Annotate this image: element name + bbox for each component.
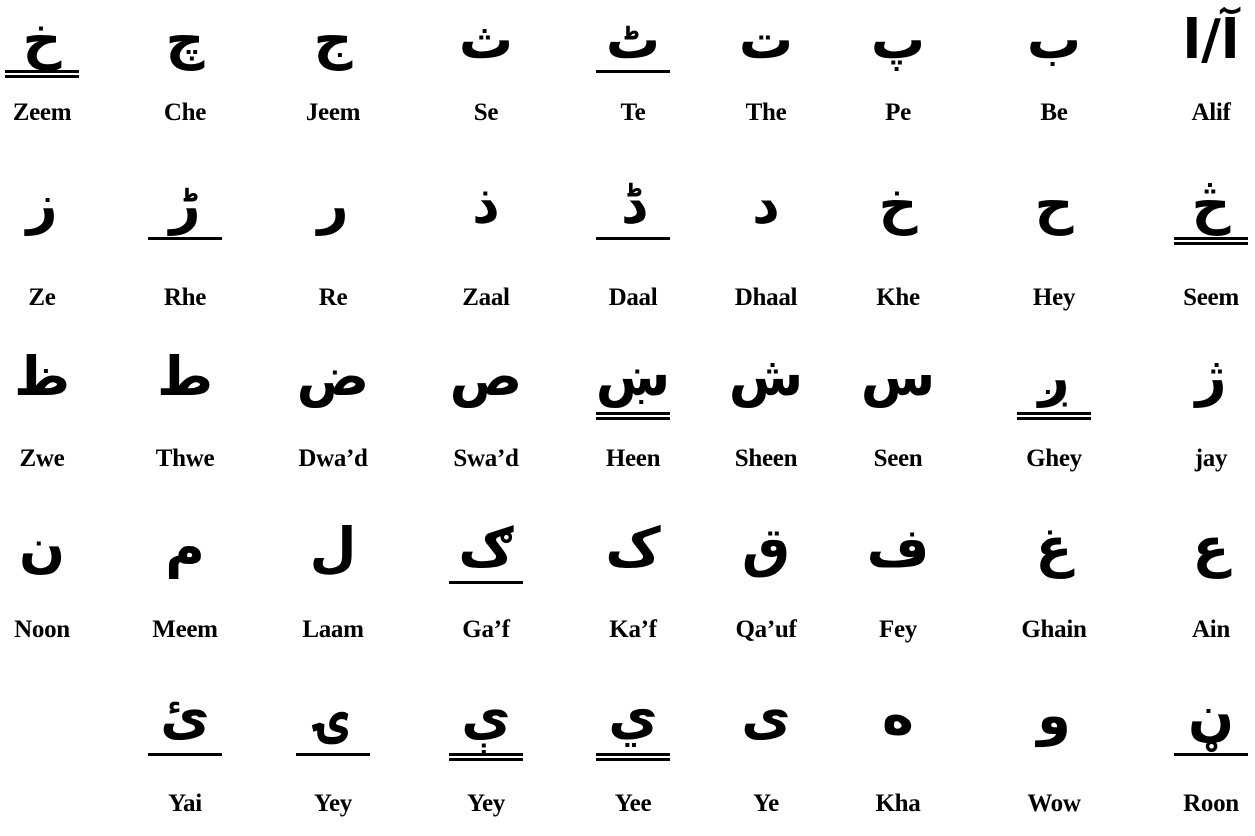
single-underline (296, 753, 370, 756)
double-underline (1017, 412, 1091, 420)
letter-cell (268, 508, 398, 668)
letter-glyph: غ (1035, 516, 1073, 579)
letter-glyph: ف (866, 516, 930, 579)
double-underline (596, 753, 670, 761)
letter-glyph: ح (1034, 173, 1074, 236)
letter-name: Zeem (12, 99, 72, 126)
letter-cell (833, 0, 963, 160)
letter-glyph: ڼ (1187, 684, 1235, 747)
single-underline (596, 237, 670, 240)
letter-name: Thwe (155, 445, 215, 472)
letter-name: Dwa’d (298, 445, 368, 472)
letter-name: jay (1194, 445, 1228, 472)
letter-cell (1146, 165, 1255, 325)
double-underline (596, 412, 670, 420)
letter-name: Swa’d (453, 445, 519, 472)
letter-name: Re (318, 284, 348, 311)
letter-glyph: ه (882, 684, 914, 747)
letter-glyph: ع (1192, 516, 1230, 579)
letter-cell (989, 337, 1119, 497)
letter-glyph: ئ (160, 684, 210, 747)
letter-cell (1146, 676, 1255, 836)
letter-cell (120, 165, 250, 325)
letter-name: Seen (873, 445, 923, 472)
letter-glyph: ڑ (169, 173, 201, 236)
letter-glyph: پ (870, 8, 926, 71)
letter-glyph: ش (728, 345, 804, 408)
letter-glyph: چ (165, 8, 205, 71)
letter-name: Ghain (1021, 616, 1087, 643)
single-underline (1174, 753, 1248, 756)
letter-name: Zaal (462, 284, 510, 311)
letter-glyph: ج (313, 8, 353, 71)
letter-cell (568, 676, 698, 836)
letter-name: Yey (314, 790, 352, 817)
letter-name: Dhaal (734, 284, 798, 311)
letter-cell (0, 0, 107, 160)
letter-cell (268, 0, 398, 160)
single-underline (148, 753, 222, 756)
letter-glyph: ب (1026, 8, 1082, 71)
letter-name: Jeem (305, 99, 361, 126)
letter-cell (268, 337, 398, 497)
letter-name: Wow (1027, 790, 1081, 817)
single-underline (148, 237, 222, 240)
letter-cell (833, 676, 963, 836)
letter-name: Seem (1183, 284, 1239, 311)
letter-glyph: خ (22, 8, 62, 71)
letter-name: Meem (152, 616, 218, 643)
letter-glyph: ک (605, 516, 661, 579)
letter-cell (701, 165, 831, 325)
letter-cell (989, 0, 1119, 160)
letter-cell (989, 676, 1119, 836)
letter-name: Se (473, 99, 499, 126)
letter-glyph: ث (458, 8, 514, 71)
letter-glyph: د (752, 173, 780, 236)
letter-cell (1146, 0, 1255, 160)
letter-name: Ghey (1026, 445, 1082, 472)
letter-name: Qa’uf (735, 616, 797, 643)
letter-glyph: آ/ا (1182, 8, 1240, 71)
letter-glyph: ٹ (605, 8, 661, 71)
letter-cell (268, 165, 398, 325)
letter-name: The (745, 99, 787, 126)
letter-cell (701, 0, 831, 160)
letter-glyph: ګ (458, 516, 514, 579)
letter-name: Roon (1183, 790, 1239, 817)
letter-name: Zwe (19, 445, 65, 472)
letter-name: Laam (302, 616, 364, 643)
letter-cell (568, 165, 698, 325)
letter-cell (833, 508, 963, 668)
letter-cell (568, 0, 698, 160)
letter-glyph: ښ (595, 345, 671, 408)
letter-name: Daal (608, 284, 658, 311)
letter-glyph: ط (156, 345, 214, 408)
letter-cell (701, 337, 831, 497)
letter-cell (421, 0, 551, 160)
letter-name: Fey (879, 616, 917, 643)
letter-name: Kha (875, 790, 921, 817)
letter-cell (989, 508, 1119, 668)
single-underline (449, 581, 523, 584)
letter-name: Ain (1191, 616, 1230, 643)
letter-cell (421, 676, 551, 836)
letter-cell (568, 337, 698, 497)
letter-glyph: ږ (1038, 345, 1070, 408)
single-underline (596, 70, 670, 73)
letter-cell (421, 337, 551, 497)
letter-name: Te (620, 99, 646, 126)
letter-glyph: ل (309, 516, 357, 579)
letter-name: Yee (614, 790, 652, 817)
letter-cell (833, 337, 963, 497)
letter-name: Hey (1032, 284, 1076, 311)
letter-glyph: م (165, 516, 205, 579)
letter-cell (120, 676, 250, 836)
letter-cell (1146, 337, 1255, 497)
letter-glyph: ت (738, 8, 794, 71)
letter-cell (833, 165, 963, 325)
letter-glyph: ن (18, 516, 66, 579)
letter-glyph: ظ (13, 345, 71, 408)
letter-glyph: ز (26, 173, 58, 236)
letter-name: Yey (467, 790, 505, 817)
letter-cell (701, 508, 831, 668)
letter-glyph: ر (317, 173, 349, 236)
letter-name: Be (1040, 99, 1068, 126)
letter-cell (421, 508, 551, 668)
letter-glyph: ص (449, 345, 523, 408)
letter-glyph: خ (878, 173, 918, 236)
letter-cell (1146, 508, 1255, 668)
letter-glyph: ی (741, 684, 791, 747)
letter-glyph: س (860, 345, 936, 408)
letter-glyph: ژ (1195, 345, 1227, 408)
letter-name: Che (163, 99, 207, 126)
letter-name: Sheen (734, 445, 798, 472)
letter-glyph: و (1037, 684, 1071, 747)
letter-cell (120, 337, 250, 497)
letter-name: Ze (28, 284, 56, 311)
letter-name: Ga’f (462, 616, 510, 643)
letter-name: Yai (168, 790, 202, 817)
letter-name: Alif (1191, 99, 1231, 126)
letter-cell (0, 165, 107, 325)
letter-name: Khe (876, 284, 920, 311)
letter-cell (0, 508, 107, 668)
letter-cell (701, 676, 831, 836)
letter-cell (0, 676, 107, 836)
double-underline (449, 753, 523, 761)
letter-cell (421, 165, 551, 325)
letter-cell (120, 0, 250, 160)
letter-glyph: ض (296, 345, 370, 408)
letter-name: Ye (753, 790, 779, 817)
letter-glyph: ڈ (620, 173, 646, 236)
letter-glyph: څ (1191, 173, 1231, 236)
letter-glyph: ي (608, 684, 658, 747)
letter-cell (120, 508, 250, 668)
letter-glyph: ذ (472, 173, 500, 236)
letter-glyph: ۍ (317, 684, 349, 747)
letter-name: Heen (605, 445, 661, 472)
letter-cell (0, 337, 107, 497)
letter-glyph: ې (461, 684, 511, 747)
double-underline (1174, 237, 1248, 245)
letter-glyph: ق (741, 516, 791, 579)
letter-name: Rhe (163, 284, 207, 311)
letter-name: Noon (14, 616, 70, 643)
letter-name: Pe (885, 99, 911, 126)
letter-cell (989, 165, 1119, 325)
double-underline (5, 70, 79, 78)
letter-cell (268, 676, 398, 836)
letter-cell (568, 508, 698, 668)
letter-name: Ka’f (609, 616, 657, 643)
